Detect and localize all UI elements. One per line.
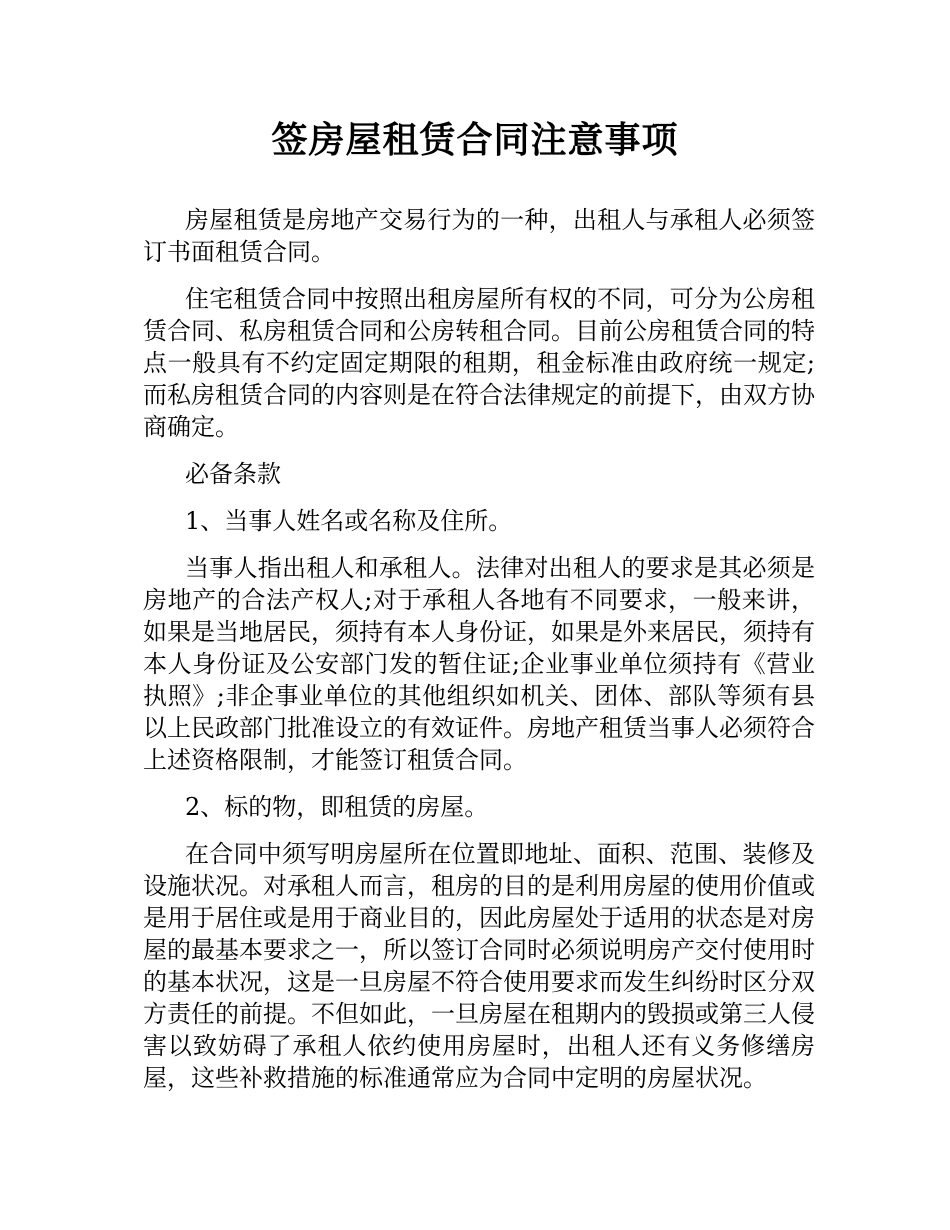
clause-heading-subject: 2、标的物，即租赁的房屋。 [185,793,489,821]
paragraph-intro: 房屋租赁是房地产交易行为的一种，出租人与承租人必须签订书面租赁合同。 [143,206,815,266]
document-body [143,204,815,1109]
paragraph-subject: 在合同中须写明房屋所在位置即地址、面积、范围、装修及设施状况。对承租人而言，租房的目的是利用房屋的使用价值或是用于居住或是用于商业目的，因此房屋处于适用的状态是对房屋的最基本要求之一，所以签订合同时必须说明房产交付使用时的基本状况，这是一旦房屋不符合使用要求而发生纠纷时区分双方责任的前提。不但如此，一旦房屋在租期内的毁损或第三人侵害以致妨碍了承租人依约使用房屋时，出租人还有义务修缮房屋，这些补救措施的标准通常应为合同中定明的房屋状况。 [143,840,815,1092]
document-title: 签房屋租赁合同注意事项 [271,120,679,161]
paragraph-parties: 当事人指出租人和承租人。法律对出租人的要求是其必须是房地产的合法产权人;对于承租人各地有不同要求，一般来讲，如果是当地居民，须持有本人身份证，如果是外来居民，须持有本人身份证及公安部门发的暂住证;企业事业单位须持有《营业执照》;非企事业单位的其他组织如机关、团体、部队等须有县以上民政部门批准设立的有效证件。房地产租赁当事人必须符合上述资格限制，才能签订租赁合同。 [143,554,815,774]
section-heading-required-clauses: 必备条款 [185,460,281,488]
paragraph-contract-types: 住宅租赁合同中按照出租房屋所有权的不同，可分为公房租赁合同、私房租赁合同和公房转租合同。目前公房租赁合同的特点一般具有不约定固定期限的租期，租金标准由政府统一规定;而私房租赁合同的内容则是在符合法律规定的前提下，由双方协商确定。 [143,285,815,441]
clause-heading-parties: 1、当事人姓名或名称及住所。 [185,507,513,535]
